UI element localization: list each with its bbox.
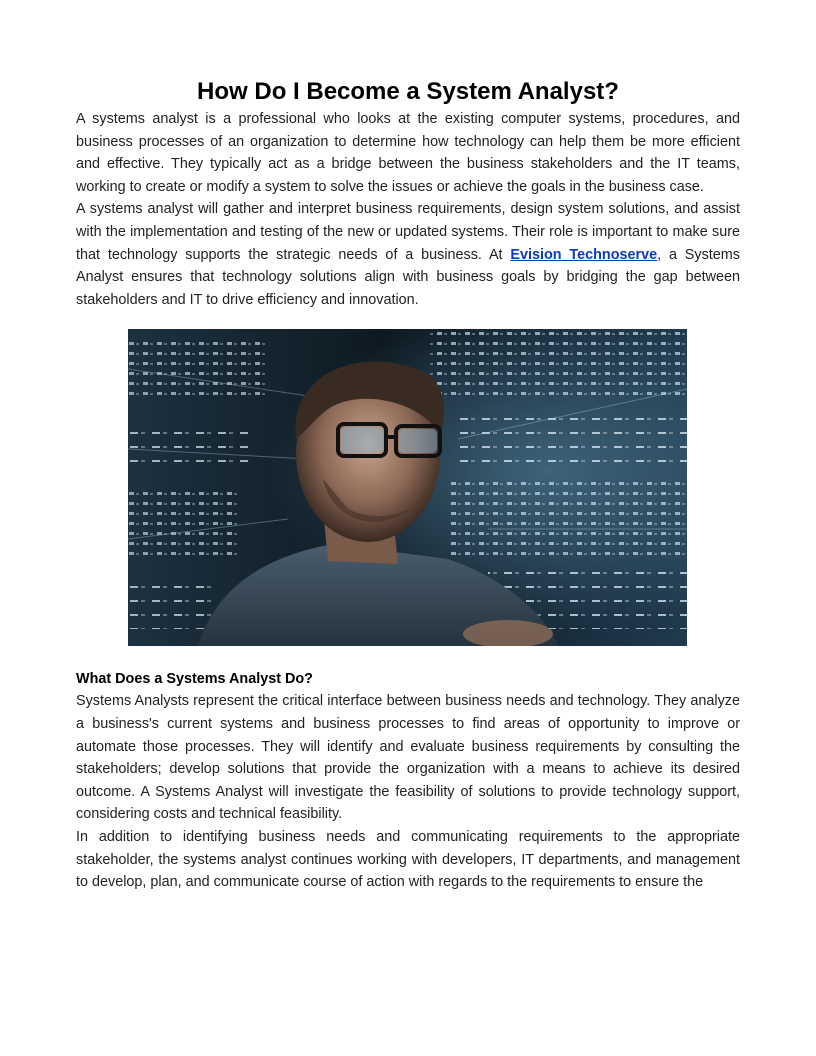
evision-technoserve-link[interactable]: Evision Technoserve (510, 246, 658, 263)
section-paragraph-1: Systems Analysts represent the critical interface between business needs and technology. They analyze a business's current systems and business processes to find areas of opportunity to improve or automate those processes. They will identify and evaluate business requirements by consulting the stakeholders; develop solutions that provide the organization with a means to achieve its desired outcome. A Systems Analyst will investigate the feasibility of solutions to provide technology support, considering costs and technical feasibility. (76, 693, 740, 823)
intro-paragraph: A systems analyst is a professional who looks at the existing computer systems, procedures, and business processes of an organization to determine how technology can help them be more efficient and effective. They typically act as a bridge between the business stakeholders and the IT teams, working to create or modify a system to solve the issues or achieve the goals in the business case. (76, 111, 740, 195)
analyst-photo (128, 329, 687, 646)
section-paragraph-2: In addition to identifying business needs and communicating requirements to the appropriate stakeholder, the systems analyst continues working with developers, IT departments, and management to develop, plan, and communicate course of action with regards to the requirements to ensure the (76, 828, 740, 891)
second-paragraph-text-after: , a Systems Analyst ensures that technology solutions align with business goals by bridging the gap between stakeholders and IT to drive efficiency and innovation. (76, 246, 740, 308)
page-title: How Do I Become a System Analyst? (197, 78, 619, 105)
second-paragraph-text-before: A systems analyst will gather and interpret business requirements, design system solutions, and assist with the implementation and testing of the new or updated systems. Their role is important to make sure that technology supports the strategic needs of a business. At (76, 201, 740, 263)
second-paragraph (76, 198, 740, 311)
section-heading: What Does a Systems Analyst Do? (76, 671, 313, 688)
